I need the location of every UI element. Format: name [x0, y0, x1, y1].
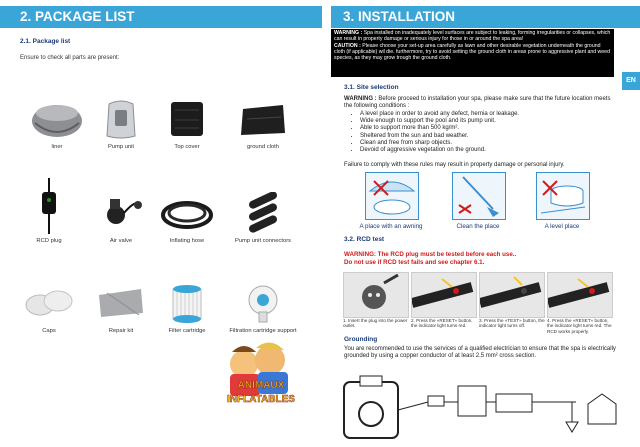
rcd-test-icon [480, 273, 544, 317]
rcd-test-title: 3.2. RCD test [344, 236, 385, 243]
part-pump-connectors: Pump unit connectors [226, 192, 300, 244]
condition-item: • Clean and free from sharp objects. [360, 140, 614, 147]
rcd-step-caption-4: 4. Press the «RESET» button, the indicator light turns red. The RCD works properly. [547, 318, 612, 334]
part-air-valve: Air valve [84, 192, 158, 244]
inflating-hose-icon [157, 193, 217, 233]
warning-box: WARNING : Spa installed on inadequately level surfaces are subject to leaking, forming irregularities or collapses, which can result in property damage or serious injury for those in or around the spa area! CAUTION : Please choose your set-up area carefully as lawn and other desirable vegetation underneath the ground cloth (if applicable) wil die. furthermore, try to avoid setting the ground cloth in areas prone to aggressive plant and weed species, as they may grow trough the ground cloth. [331, 29, 614, 77]
liner-icon [29, 99, 85, 139]
grounding-title: Grounding [344, 336, 378, 343]
part-caps: Caps [12, 282, 86, 334]
part-filter-cartridge: Filter cartridge [150, 282, 224, 334]
rcd-reset-icon [412, 273, 476, 317]
grounding-diagram-icon [340, 374, 630, 442]
pump-connectors-icon [238, 192, 288, 234]
pump-unit-icon [101, 98, 141, 140]
condition-item: • Devoid of aggressive vegetation on the ground. [360, 147, 614, 154]
air-valve-icon [98, 193, 144, 233]
brand-logo [212, 332, 310, 416]
condition-item: • A level place in order to avoid any defect, hernia or leakage. [360, 111, 614, 118]
installation-header: 3. INSTALLATION [331, 6, 640, 28]
site-caption-awning: A place with an awning [359, 223, 423, 230]
site-failure-note: Failure to comply with these rules may result in property damage or personal injury. [344, 162, 565, 168]
plug-insert-icon [344, 273, 408, 317]
caps-icon [20, 285, 78, 321]
rcd-step-photo-2 [411, 272, 477, 318]
language-tab-en[interactable]: EN [622, 72, 640, 90]
ground-cloth-icon [237, 99, 289, 139]
rcd-step-photo-3 [479, 272, 545, 318]
grounding-text: You are recommended to use the services of a qualified electrician to ensure that the spa is electrically grounded by using a copper conductor of at least 2.5 mm² cross section. [344, 346, 616, 359]
site-caption-level: A level place [544, 223, 580, 230]
package-list-subheading: 2.1. Package list [20, 38, 71, 45]
site-conditions-list [344, 111, 614, 154]
rcd-step-caption-3: 3. Press the «TEST» button, the indicator light turns off. [479, 318, 545, 329]
part-pump-unit: Pump unit [84, 98, 158, 150]
svg-text:INFLATABLES: INFLATABLES [227, 394, 295, 405]
rcd-step-caption-1: 1. Insert the plug into the power outlet. [343, 318, 408, 329]
part-repair-kit: Repair kit [84, 282, 158, 334]
svg-text:ANIMAUX: ANIMAUX [237, 380, 285, 391]
site-image-awning [365, 172, 419, 220]
condition-item: • Sheltered from the sun and bad weather. [360, 133, 614, 140]
rcd-step-photo-1 [343, 272, 409, 318]
site-image-clean [452, 172, 506, 220]
rcd-step-caption-2: 2. Press the «RESET» button, the indicator light turns red. [411, 318, 473, 329]
top-cover-icon [165, 98, 209, 140]
part-inflating-hose: Inflating hose [150, 192, 224, 244]
site-selection-title: 3.1. Site selection [344, 84, 399, 91]
kids-logo-icon [212, 332, 310, 416]
part-ground-cloth: ground cloth [226, 98, 300, 150]
rcd-reset-again-icon [548, 273, 612, 317]
repair-kit-icon [95, 285, 147, 321]
part-liner: liner [20, 98, 94, 150]
rcd-plug-icon [34, 178, 64, 234]
rcd-warning: WARNING: The RCD plug must be tested before each use.. Do not use if RCD test fails and see chapter 6.1. [344, 251, 517, 266]
site-caption-clean: Clean the place [456, 223, 500, 230]
package-list-header: 2. PACKAGE LIST [0, 6, 322, 28]
part-cartridge-support: Filtration cartridge support [226, 282, 300, 334]
clean-place-icon [453, 173, 505, 219]
part-rcd-plug: RCD plug [12, 178, 86, 244]
awning-icon [366, 173, 418, 219]
part-top-cover: Top cover [150, 98, 224, 150]
site-warning: WARNING : Before proceed to installation your spa, please make sure that the future location meets the following conditions : [344, 96, 611, 109]
filter-cartridge-icon [167, 283, 207, 323]
grounding-diagram [340, 374, 630, 442]
cartridge-support-icon [241, 282, 285, 324]
condition-item: • Wide enough to support the pool and its pump unit. [360, 118, 614, 125]
package-intro: Ensure to check all parts are present: [20, 55, 120, 61]
site-image-level [536, 172, 590, 220]
level-place-icon [537, 173, 589, 219]
condition-item: • Able to support more than 500 kg/m². [360, 125, 614, 132]
rcd-step-photo-4 [547, 272, 613, 318]
